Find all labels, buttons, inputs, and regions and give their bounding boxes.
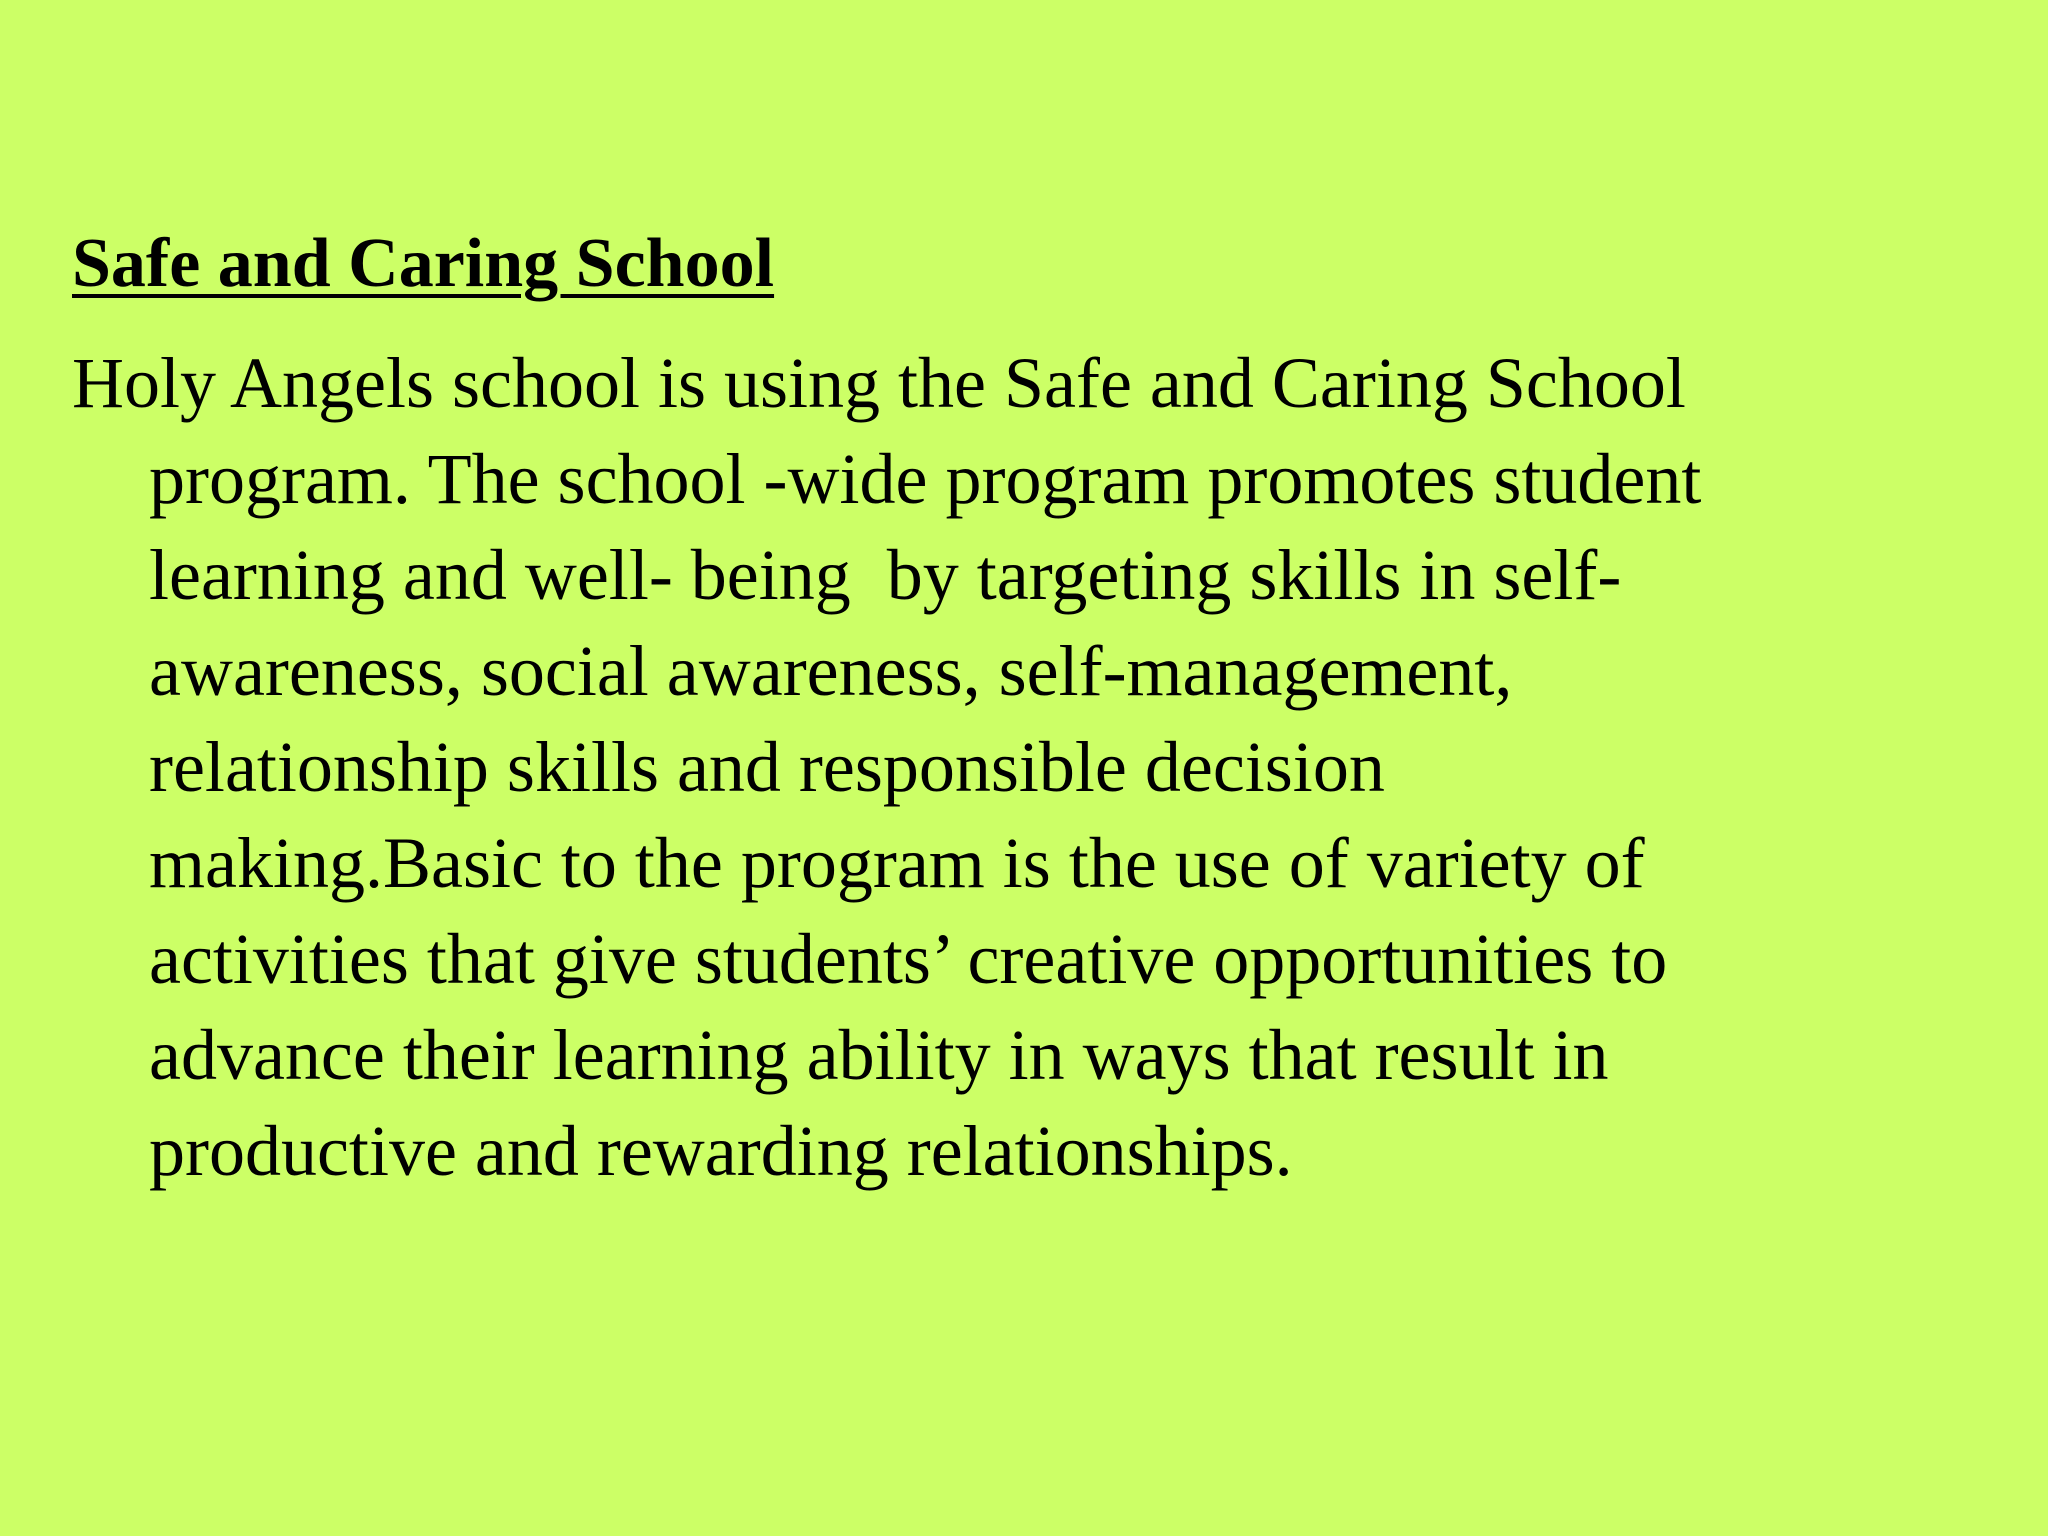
body-line-5: relationship skills and responsible decision xyxy=(149,727,1385,807)
slide-title: Safe and Caring School xyxy=(72,225,775,302)
body-line-3: learning and well- being by targeting skills in self- xyxy=(149,535,1622,615)
body-line-4: awareness, social awareness, self-management, xyxy=(149,631,1513,711)
body-line-2: program. The school -wide program promotes student xyxy=(149,439,1702,519)
body-line-1: Holy Angels school is using the Safe and Caring School xyxy=(72,343,1686,423)
body-line-9: productive and rewarding relationships. xyxy=(149,1111,1293,1191)
body-line-7: activities that give students’ creative opportunities to xyxy=(149,919,1668,999)
body-line-6: making.Basic to the program is the use of variety of xyxy=(149,823,1645,903)
body-line-8: advance their learning ability in ways that result in xyxy=(149,1015,1609,1095)
slide-body-paragraph xyxy=(72,335,1972,1199)
